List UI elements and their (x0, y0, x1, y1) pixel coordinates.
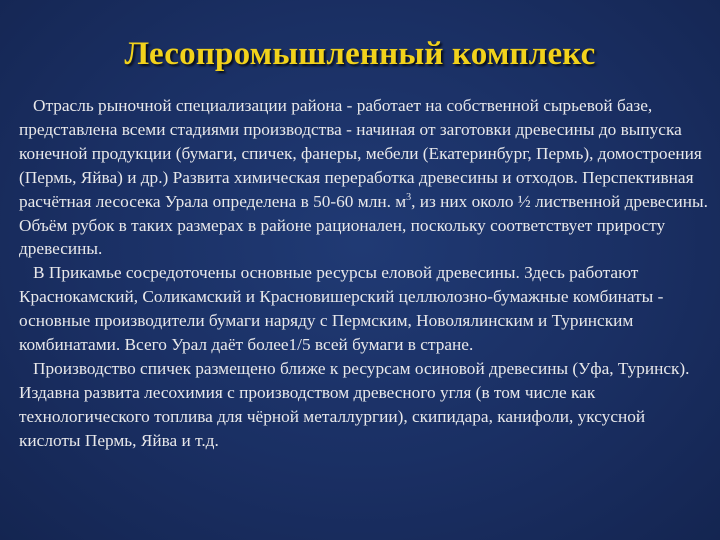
paragraph-matches-wood-chemistry: Производство спичек размещено ближе к ресурсам осиновой древесины (Уфа, Туринск). Издавна развита лесохимия с производством древесного угля (в том числе как технологического топлива для чёрной металлургии), скипидара, канифоли, уксусной кислоты Пермь, Яйва и т.д. (19, 358, 690, 450)
slide-title: Лесопромышленный комплекс (124, 36, 596, 72)
cubic-superscript: 3 (406, 191, 412, 203)
paragraph-text-continued: , из них около ½ лиственной древесины. Объём рубок в таких размерах в районе рационален, поскольку соответствует приросту древесины. (19, 191, 708, 259)
paragraph-text: Отрасль рыночной специализации района - работает на собственной сырьевой базе, представлена всеми стадиями производства - начиная от заготовки древесины до выпуска конечной продукции (бумаги, спичек, фанеры, мебели (Екатеринбург, Пермь), домостроения (Пермь, Яйва) и др.) Развита химическая переработка древесины и отходов. Перспективная расчётная лесосека Урала определена в 50-60 млн. м (19, 96, 702, 211)
slide-body (19, 94, 709, 453)
paragraph-forest-industry (19, 94, 709, 261)
paragraph-prikamye-pulp: В Прикамье сосредоточены основные ресурсы еловой древесины. Здесь работают Краснокамский, Соликамский и Красновишерский целлюлозно-бумажные комбинаты - основные производители бумаги наряду с Пермским, Новолялинским и Туринским комбинатами. Всего Урал даёт более1/5 всей бумаги в стране. (19, 263, 664, 355)
